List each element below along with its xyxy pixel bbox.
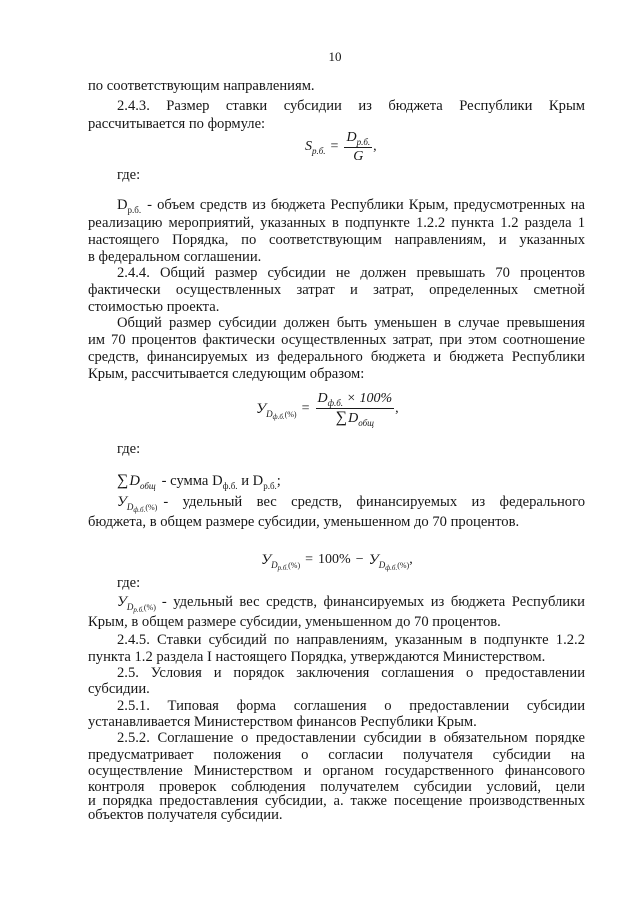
subscript: ф.б.: [385, 563, 398, 572]
symbol-s: S: [305, 139, 312, 154]
hundred-percent: 100%: [318, 552, 351, 567]
definition-text: - удельный вес средств, финансируемых из федерального: [163, 494, 585, 510]
paragraph-line: 2.5.2. Соглашение о предоставлении субсидии в обязательном порядке: [117, 730, 585, 746]
paragraph-line: объектов получателя субсидии.: [88, 807, 283, 823]
paragraph-line: 2.5. Условия и порядок заключения соглашения о предоставлении: [117, 665, 585, 681]
subscript-d: D: [378, 559, 386, 570]
subscript-d: D: [126, 602, 134, 612]
definition-line: [117, 196, 585, 214]
subscript-d: D: [271, 559, 278, 570]
conjunction: и: [241, 473, 249, 489]
fraction-denominator: G: [353, 148, 364, 164]
paragraph-line: бюджета, в общем размере субсидии, уменьшенном до 70 процентов.: [88, 514, 520, 530]
symbol-d-rb: [117, 196, 141, 215]
subscript-percent: (%): [284, 409, 297, 419]
paragraph-line: осуществление Министерством и органом государственного финансового: [88, 763, 585, 779]
fraction-numerator: [344, 131, 372, 148]
equals-sign: =: [330, 139, 339, 154]
paragraph-line: стоимостью проекта.: [88, 299, 220, 315]
subscript-percent: (%): [143, 603, 156, 612]
paragraph-line: пункта 1.2 раздела I настоящего Порядка, утверждаются Министерством.: [88, 649, 546, 665]
where-label: где:: [117, 441, 141, 457]
symbol-d: D: [346, 129, 357, 145]
paragraph-line: им 70 процентов фактически осуществленных затрат, при этом соотношение: [88, 332, 585, 348]
subscript: р.б.: [263, 481, 277, 491]
formula-lhs: [305, 139, 326, 155]
subscript-d: D: [266, 408, 273, 419]
formula-comma: ,: [395, 401, 399, 416]
subscript: ф.б.: [327, 398, 344, 408]
equals-sign: =: [301, 401, 310, 416]
definition-text: - объем средств из бюджета Республики Крым, предусмотренных на: [147, 197, 585, 213]
subscript: ф.б.: [222, 481, 238, 491]
symbol-sum-d: [117, 472, 156, 491]
paragraph-line: Крым, рассчитывается следующим образом:: [88, 366, 365, 382]
semicolon: ;: [276, 473, 281, 489]
formula-regional-share: [261, 548, 413, 572]
formula-comma: ,: [409, 552, 413, 567]
symbol-u: У: [117, 594, 127, 610]
symbol-u-d-fb: [117, 493, 157, 513]
formula-lhs: [261, 551, 301, 572]
term-d: D: [252, 473, 264, 489]
symbol-u: У: [368, 551, 379, 568]
fraction: [316, 392, 395, 426]
symbol-d: D: [317, 391, 328, 406]
equals-sign: =: [305, 552, 314, 567]
minus-sign: −: [355, 552, 364, 567]
sigma-icon: ∑: [335, 409, 348, 426]
subscript: р.б.: [356, 136, 371, 147]
subscript: р.б.: [312, 146, 326, 156]
symbol-u: У: [117, 494, 127, 510]
paragraph-line: 2.4.5. Ставки субсидий по направлениям, указанным в подпункте 1.2.2: [117, 632, 585, 648]
formula-comma: ,: [373, 139, 377, 154]
fraction: [344, 131, 372, 164]
fraction-denominator: [336, 409, 374, 426]
fraction-numerator: [316, 392, 395, 409]
subscript-d: D: [126, 502, 134, 512]
paragraph-line: 2.4.4. Общий размер субсидии не должен превышать 70 процентов: [117, 265, 585, 281]
subscript: р.б.: [127, 205, 142, 215]
formula-lhs: [256, 400, 297, 421]
definition-text: [162, 472, 281, 491]
term-d: D: [212, 473, 223, 489]
definition-line: [117, 493, 585, 514]
subscript: р.б.: [277, 563, 289, 572]
symbol-u-d-rb: [117, 593, 156, 613]
subscript: общ: [139, 481, 156, 491]
paragraph-line: контроля проверок соблюдения получателем субсидии условий, цели: [88, 779, 585, 795]
symbol-u: У: [261, 551, 272, 568]
sum-text: - сумма: [161, 473, 209, 489]
where-label: где:: [117, 167, 141, 183]
symbol-u: У: [256, 400, 267, 417]
sigma-icon: ∑: [117, 472, 129, 489]
symbol-d: D: [129, 473, 140, 489]
definition-text: - удельный вес средств, финансируемых из бюджета Республики: [161, 594, 585, 610]
formula-subsidy-rate: [305, 129, 377, 164]
subscript: р.б.: [133, 606, 144, 614]
numerator-multiplier: × 100%: [346, 391, 393, 406]
paragraph-line: настоящего Порядка, по соответствующим направлениям, и указанных: [88, 232, 585, 248]
where-label: где:: [117, 575, 141, 591]
paragraph-line: в федеральном соглашении.: [88, 249, 262, 265]
definition-line: [117, 593, 585, 614]
paragraph-line: и порядка предоставления субсидии, а. также посещение производственных: [88, 793, 585, 809]
paragraph-line: средств, финансируемых из федерального бюджета и бюджета Республики: [88, 349, 585, 365]
formula-rhs: [368, 551, 410, 572]
formula-federal-share: [256, 392, 399, 426]
intro-line: по соответствующим направлениям.: [88, 78, 315, 94]
symbol-d: D: [117, 197, 128, 213]
paragraph-line: фактически осуществленных затрат и затрат, определенных сметной: [88, 282, 585, 298]
paragraph-line: рассчитывается по формуле:: [88, 116, 266, 132]
subscript-percent: (%): [145, 503, 158, 512]
paragraph-line: Общий размер субсидии должен быть уменьшен в случае превышения: [117, 315, 585, 331]
subscript: ф.б.: [272, 412, 285, 421]
paragraph-line: 2.5.1. Типовая форма соглашения о предоставлении субсидии: [117, 698, 585, 714]
paragraph-line: Крым, в общем размере субсидии, уменьшенном до 70 процентов.: [88, 614, 501, 630]
paragraph-line: субсидии.: [88, 681, 150, 697]
definition-sum: [117, 472, 585, 490]
paragraph-line: предусматривает положения о согласии получателя субсидии на: [88, 747, 585, 763]
subscript-percent: (%): [397, 560, 410, 570]
symbol-d: D: [348, 411, 359, 426]
paragraph-line: 2.4.3. Размер ставки субсидии из бюджета Республики Крым: [117, 98, 585, 114]
paragraph-line: устанавливается Министерством финансов Республики Крым.: [88, 714, 477, 730]
subscript-percent: (%): [288, 560, 301, 570]
subscript: ф.б.: [133, 506, 146, 514]
paragraph-line: реализацию мероприятий, указанных в подпункте 1.2.2 пункта 1.2 раздела 1: [88, 215, 585, 231]
subscript: общ: [358, 418, 374, 428]
page-number: 10: [328, 49, 342, 64]
